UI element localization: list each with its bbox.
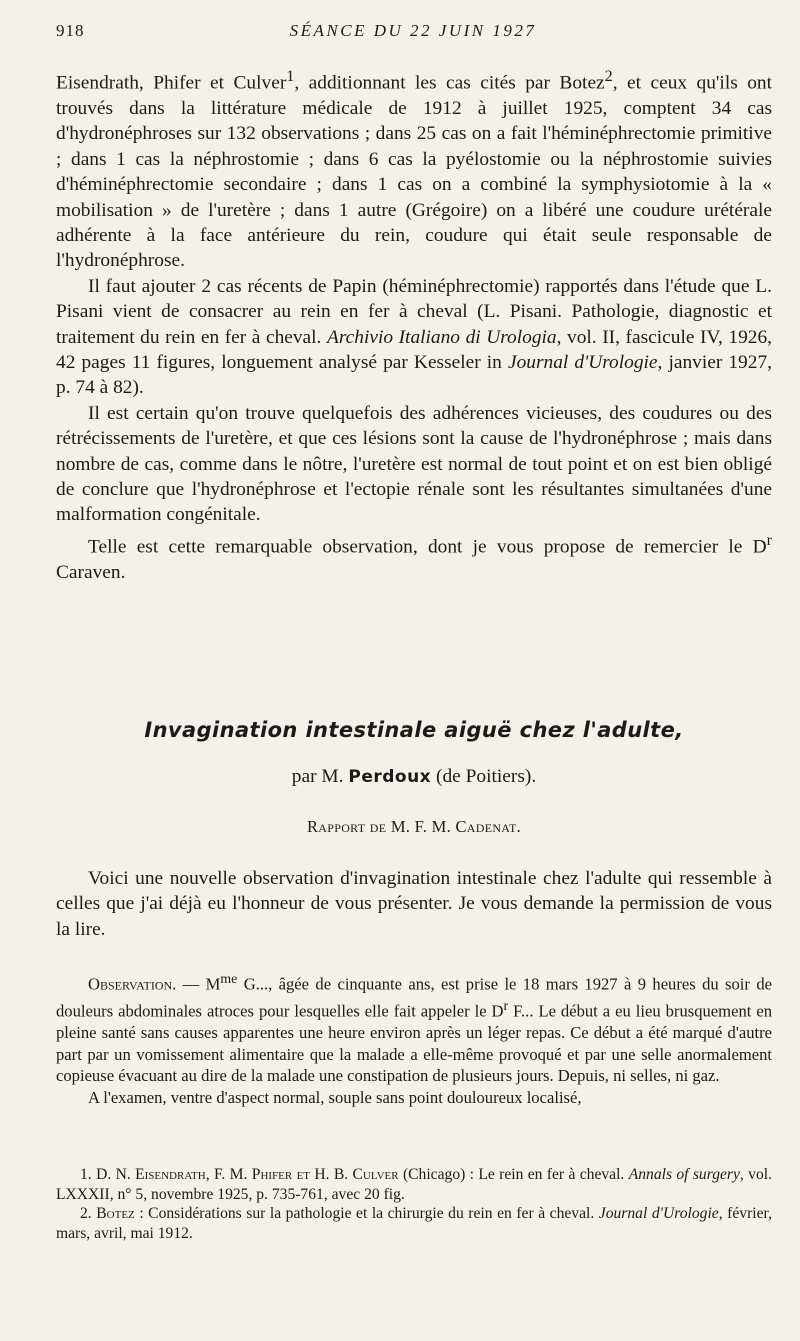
running-title: SÉANCE DU 22 JUIN 1927: [289, 21, 537, 40]
footnote-ref-1[interactable]: 1: [286, 68, 295, 85]
observation-section: [56, 968, 772, 1108]
observation-paragraph: A l'examen, ventre d'aspect normal, souple sans point douloureux localisé,: [88, 1087, 582, 1107]
author-name: Perdoux: [348, 767, 432, 787]
footnote-2: 2. Botez : Considérations sur la pathologie et la chirurgie du rein en fer à cheval. Journal d'Urologie, février, mars, avril, mai 1912.: [56, 1205, 772, 1242]
article-title: Invagination intestinale aiguë chez l'adulte,: [144, 718, 684, 742]
paragraph-3: Il est certain qu'on trouve quelquefois des adhérences vicieuses, des coudures ou des rétrécissements de l'uretère, et que ces lésions sont la cause de l'hydronéphrose ; mais dans nombre de cas, comme dans le nôtre, l'uretère est normal de tout point et on est bien obligé de conclure que l'hydronéphrose et l'ectopie rénale sont les résultantes simultanées d'une malformation congénitale.: [56, 402, 772, 526]
report-credit: Rapport de M. F. M. Cadenat.: [306, 817, 522, 836]
observation-paragraph: Observation. — $M^{me}$ G..., âgée de cinquante ans, est prise le 18 mars 1927 à 9 heures du soir de douleurs abdominales atroces pour lesquelles elle fait appeler le $D^r$ F... Le début a eu lieu brusquement en pleine santé sans causes apparentes une heure environ après un léger repas. Ce début a été marqué d'autre part par un vomissement alimentaire que la malade a elle-même provoqué et par une selle anormalement copieuse évacuant au dire de la malade une constipation de plusieurs jours. Depuis, ni selles, ni gaz.: [56, 971, 772, 1086]
journal-title: Archivio Italiano di Urologia: [326, 326, 557, 348]
body-text: [56, 64, 772, 585]
page-number: 918: [56, 21, 85, 40]
journal-title: Journal d'Urologie: [507, 351, 658, 373]
observation-label: Observation.: [88, 974, 177, 994]
paragraph-4: Telle est cette remarquable observation, dont je vous propose de remercier le $D^r$ Caraven.: [56, 531, 772, 583]
running-head: [56, 21, 770, 45]
paragraph-1: Eisendrath, Phifer et Culver$^1$, additionnant les cas cités par Botez$^2$, et ceux qu'ils ont trouvés dans la littérature médicale de 1912 à juillet 1925, comptent 34 cas d'hydronéphroses sur 132 observations ; dans 25 cas on a fait l'héminéphrectomie primitive ; dans 1 cas la néphrostomie ; dans 6 cas la pyélostomie ou la néphrostomie suivies d'héminéphrectomie secondaire ; dans 1 cas on a combiné la symphysiotomie à la « mobilisation » de l'uretère ; dans 1 autre (Grégoire) on a libéré une coudure urétérale adhérente à la face antérieure du rein, coudure qui était seule responsable de l'hydronéphrose.: [56, 68, 772, 272]
article-intro: Voici une nouvelle observation d'invagination intestinale chez l'adulte qui ressemble à celles que j'ai déjà eu l'honneur de vous présenter. Je vous demande la permission de vous la lire.: [56, 868, 772, 940]
byline: par M. Perdoux (de Poitiers).: [291, 766, 537, 787]
footnote-1: 1. D. N. Eisendrath, F. M. Phifer et H. B. Culver (Chicago) : Le rein en fer à cheval. Annals of surgery, vol. LXXXII, n° 5, novembre 1925, p. 735-761, avec 20 fig.: [56, 1166, 772, 1203]
footnote-ref-2[interactable]: 2: [604, 68, 613, 85]
footnotes: [56, 1165, 772, 1243]
paragraph-2: Il faut ajouter 2 cas récents de Papin (héminéphrectomie) rapportés dans l'étude que L. Pisani vient de consacrer au rein en fer à cheval (L. Pisani. Pathologie, diagnostic et traitement du rein en fer à cheval. Archivio Italiano di Urologia, vol. II, fascicule IV, 1926, 42 pages 11 figures, longuement analysé par Kesseler in Journal d'Urologie, janvier 1927, p. 74 à 82).: [56, 275, 773, 399]
